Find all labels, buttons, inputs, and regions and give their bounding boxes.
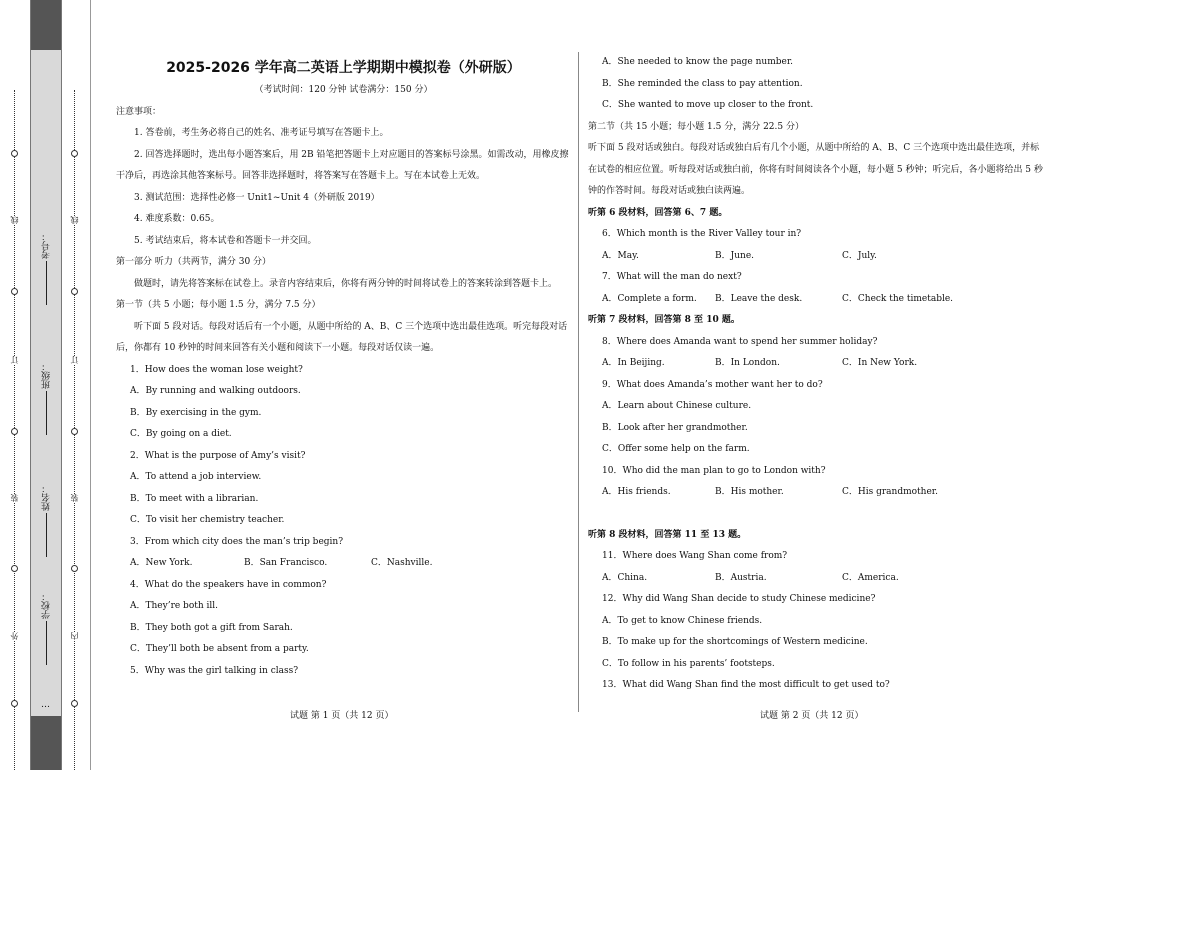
inner-circle-5 [71, 700, 78, 707]
option-7-1: B．Leave the desk. [715, 293, 803, 304]
outer-circle-5 [11, 700, 18, 707]
options-3 [116, 553, 571, 575]
notice-heading: 注意事项： [116, 106, 162, 117]
notice-item-4: 4. 难度系数：0.65。 [134, 214, 220, 224]
option-8-0: A．In Beijing. [602, 358, 665, 368]
option-4-0: A．They’re both ill. [130, 601, 219, 611]
q5-option-1: B．She reminded the class to pay attention. [602, 78, 803, 89]
inner-mark-nei: 内 [70, 632, 79, 640]
option-9-2: C．Offer some help on the farm. [602, 444, 750, 454]
option-3-0: A．New York. [130, 558, 193, 568]
inner-circle-1 [71, 150, 78, 157]
footer-left: 试题 第 1 页（共 12 页） [290, 711, 394, 721]
options-7 [588, 289, 1043, 311]
exam-number-line [46, 261, 47, 305]
option-2-2: C．To visit her chemistry teacher. [130, 515, 285, 525]
outer-mark-xian: 线 [10, 216, 19, 224]
option-11-2: C．America. [842, 572, 899, 583]
left-questions [116, 360, 571, 683]
q5-option-2: C．She wanted to move up closer to the front. [602, 100, 814, 110]
question-1: 1．How does the woman lose weight? [130, 364, 303, 375]
q5-option-0: A．She needed to know the page number. [602, 57, 793, 67]
inner-mark-zhuang: 装 [70, 494, 79, 502]
column-divider [578, 52, 579, 712]
binding-dots: … [41, 700, 50, 710]
option-10-1: B．His mother. [715, 487, 784, 497]
options-11 [588, 568, 1043, 590]
inner-circle-2 [71, 288, 78, 295]
right-groups [588, 203, 1043, 697]
question-2: 2．What is the purpose of Amy’s visit? [130, 450, 306, 461]
question-6: 6．Which month is the River Valley tour in? [602, 229, 802, 239]
section1-heading: 第一节（共 5 小题；每小题 1.5 分，满分 7.5 分） [116, 300, 321, 310]
option-1-1: B．By exercising in the gym. [130, 407, 262, 418]
question-4: 4．What do the speakers have in common? [130, 579, 327, 590]
options-10 [588, 482, 1043, 504]
option-6-2: C．July. [842, 250, 877, 261]
binding-cap-bottom [31, 716, 61, 770]
name-label: 姓名： [41, 484, 52, 511]
option-2-0: A．To attend a job interview. [130, 472, 262, 482]
question-8: 8．Where does Amanda want to spend her summer holiday? [602, 336, 878, 347]
question-12: 12．Why did Wang Shan decide to study Chinese medicine? [602, 594, 876, 604]
outer-circle-1 [11, 150, 18, 157]
option-3-1: B．San Francisco. [244, 558, 328, 568]
option-7-2: C．Check the timetable. [842, 293, 954, 304]
option-4-1: B．They both got a gift from Sarah. [130, 622, 293, 633]
exam-info: （考试时间：120 分钟 试卷满分：150 分） [254, 85, 433, 95]
notice-item-1: 1. 答卷前，考生务必将自己的姓名、准考证号填写在答题卡上。 [134, 128, 389, 138]
part1-instruction: 做题时，请先将答案标在试卷上。录音内容结束后，你将有两分钟的时间将试卷上的答案转涂到答题卡上。 [134, 278, 558, 289]
option-10-2: C．His grandmother. [842, 487, 938, 497]
option-8-2: C．In New York. [842, 358, 918, 368]
options-8 [588, 353, 1043, 375]
option-11-0: A．China. [602, 572, 648, 583]
option-12-2: C．To follow in his parents’ footsteps. [602, 658, 775, 669]
inner-circle-3 [71, 428, 78, 435]
outer-mark-zhuang: 装 [10, 494, 19, 502]
option-9-1: B．Look after her grandmother. [602, 422, 748, 433]
options-6 [588, 246, 1043, 268]
outer-mark-wai: 外 [10, 632, 19, 640]
group-intro-1: 听第 7 段材料，回答第 8 至 10 题。 [588, 315, 740, 325]
margin-border [90, 0, 91, 770]
section2-heading: 第二节（共 15 小题；每小题 1.5 分，满分 22.5 分） [588, 121, 804, 132]
class-line [46, 391, 47, 435]
part1-heading: 第一部分 听力（共两节，满分 30 分） [116, 257, 272, 267]
option-6-1: B．June. [715, 250, 755, 261]
school-field[interactable] [35, 592, 57, 665]
section1-instruction: 听下面 5 段对话。每段对话后有一个小题，从题中所给的 A、B、C 三个选项中选出最佳选项。听完每段对话后，你都有 10 秒钟的时间来回答有关小题和阅读下一小题。每段对话仅读一遍。 [116, 321, 568, 353]
left-column [116, 56, 571, 682]
question-10: 10．Who did the man plan to go to London with? [602, 465, 826, 476]
question-11: 11．Where does Wang Shan come from? [602, 551, 788, 561]
binding-strip [30, 0, 62, 770]
inner-mark-xian: 线 [70, 216, 79, 224]
school-label: 学校： [41, 592, 52, 619]
school-line [46, 621, 47, 665]
group-intro-2: 听第 8 段材料，回答第 11 至 13 题。 [588, 529, 747, 540]
binding-cap-top [31, 0, 61, 50]
option-2-1: B．To meet with a librarian. [130, 493, 259, 504]
class-label: 班级： [41, 362, 52, 389]
footer-right: 试题 第 2 页（共 12 页） [760, 711, 864, 721]
page-title: 2025-2026 学年高二英语上学期期中模拟卷（外研版） [166, 60, 521, 76]
question-5: 5．Why was the girl talking in class? [130, 665, 299, 676]
inner-mark-ding: 订 [70, 356, 79, 364]
exam-number-field[interactable] [35, 232, 57, 305]
section2-instruction: 听下面 5 段对话或独白。每段对话或独白后有几个小题，从题中所给的 A、B、C 三个选项中选出最佳选项，并标在试卷的相应位置。听每段对话或独白前，你将有时间阅读各个小题，每小题 5 秒钟；听完后，各小题将给出 5 秒钟的作答时间。每段对话或独白读两遍。 [588, 143, 1043, 196]
option-11-1: B．Austria. [715, 572, 767, 583]
class-field[interactable] [35, 362, 57, 435]
notice-item-2: 2. 回答选择题时，选出每小题答案后，用 2B 铅笔把答题卡上对应题目的答案标号涂黑。如需改动，用橡皮擦干净后，再选涂其他答案标号。回答非选择题时，将答案写在答题卡上。写在本试卷上无效。 [116, 149, 569, 181]
outer-circle-3 [11, 428, 18, 435]
option-10-0: A．His friends. [602, 487, 671, 497]
outer-circle-4 [11, 565, 18, 572]
right-column [588, 52, 1043, 697]
notice-item-5: 5. 考试结束后，将本试卷和答题卡一并交回。 [134, 235, 317, 246]
option-6-0: A．May. [602, 250, 639, 261]
option-4-2: C．They’ll both be absent from a party. [130, 644, 309, 654]
option-12-0: A．To get to know Chinese friends. [602, 615, 763, 626]
notice-item-3: 3. 测试范围：选择性必修一 Unit1~Unit 4（外研版 2019） [134, 192, 380, 203]
exam-number-label: 考号： [41, 232, 52, 259]
question-13: 13．What did Wang Shan find the most difficult to get used to? [602, 680, 890, 690]
option-1-2: C．By going on a diet. [130, 429, 232, 439]
inner-circle-4 [71, 565, 78, 572]
option-12-1: B．To make up for the shortcomings of Western medicine. [602, 637, 868, 647]
option-8-1: B．In London. [715, 358, 780, 368]
option-3-2: C．Nashville. [371, 558, 433, 568]
question-3: 3．From which city does the man’s trip begin? [130, 536, 344, 547]
question-9: 9．What does Amanda’s mother want her to do? [602, 379, 823, 390]
option-9-0: A．Learn about Chinese culture. [602, 401, 752, 411]
group-intro-0: 听第 6 段材料，回答第 6、7 题。 [588, 207, 728, 218]
question-7: 7．What will the man do next? [602, 272, 742, 282]
name-line [46, 513, 47, 557]
option-1-0: A．By running and walking outdoors. [130, 386, 301, 396]
outer-circle-2 [11, 288, 18, 295]
q5-options [588, 52, 1043, 117]
name-field[interactable] [35, 484, 57, 557]
outer-mark-ding: 订 [10, 356, 19, 364]
option-7-0: A．Complete a form. [602, 293, 697, 304]
